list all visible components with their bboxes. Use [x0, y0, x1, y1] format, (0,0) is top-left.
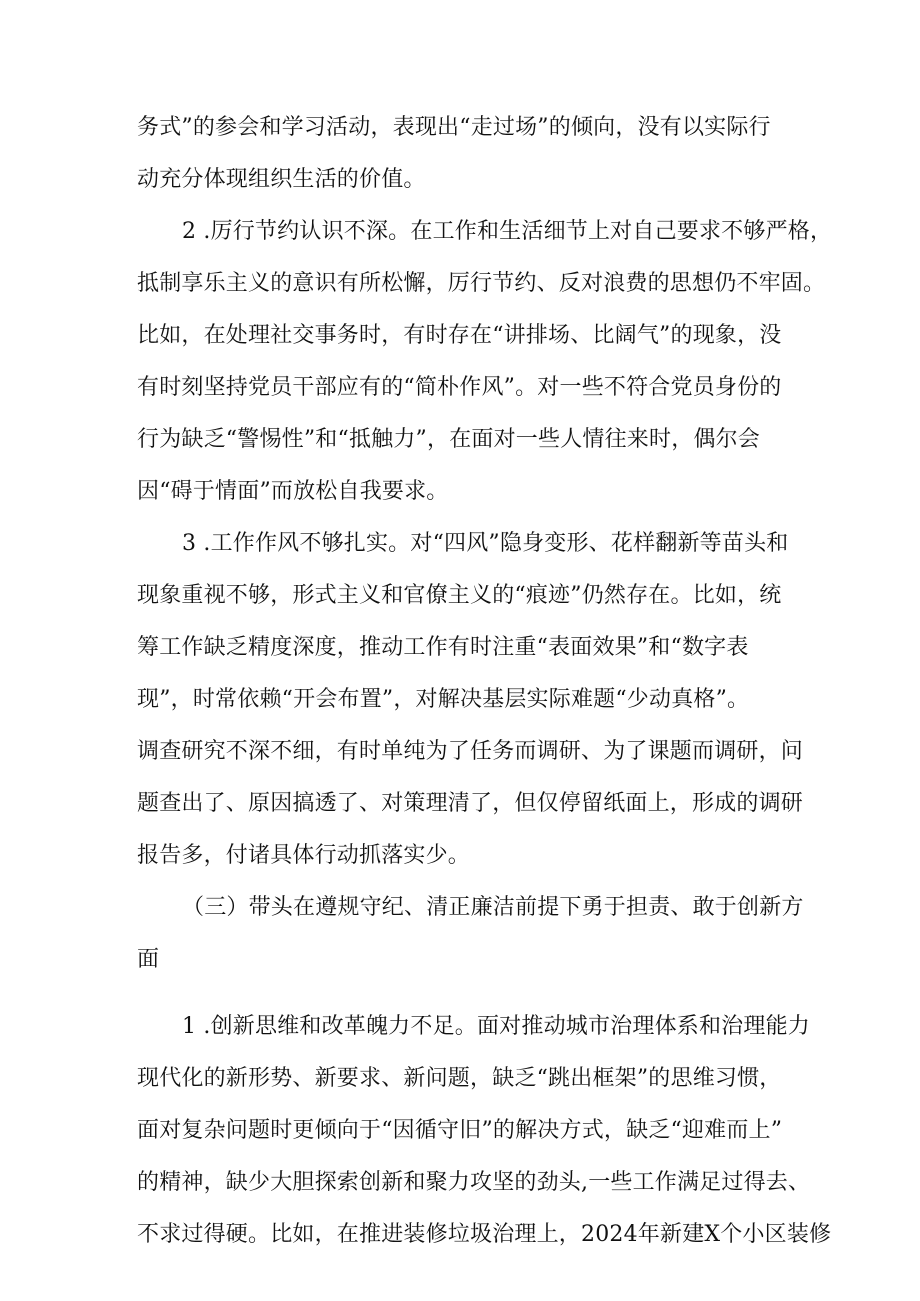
text-line-22: 不求过得硬。比如，在推进装修垃圾治理上，2024年新建X个小区装修	[137, 1222, 832, 1247]
section-heading-line-1: （三）带头在遵规守纪、清正廉洁前提下勇于担责、敢于创新方	[182, 895, 804, 920]
section-heading-line-2: 面	[137, 947, 160, 972]
text-line-14: 题查出了、原因搞透了、对策理清了，但仅停留纸面上，形成的调研	[137, 791, 804, 816]
text-line-3: 2 .厉行节约认识不深。在工作和生活细节上对自己要求不够严格，	[182, 219, 833, 244]
text-line-4: 抵制享乐主义的意识有所松懈，厉行节约、反对浪费的思想仍不牢固。	[137, 271, 826, 296]
text-line-19: 现代化的新形势、新要求、新问题，缺乏“跳出框架”的思维习惯，	[137, 1066, 782, 1091]
text-line-7: 行为缺乏“警惕性”和“抵触力”，在面对一些人情往来时，偶尔会	[137, 427, 760, 452]
text-line-8: 因“碍于情面”而放松自我要求。	[137, 479, 449, 504]
text-line-12: 现”，时常依赖“开会布置”，对解决基层实际难题“少动真格”。	[137, 687, 750, 712]
text-line-20: 面对复杂问题时更倾向于“因循守旧”的解决方式，缺乏“迎难而上”	[137, 1118, 783, 1143]
text-line-21: 的精神，缺少大胆探索创新和聚力攻坚的劲头,一些工作满足过得去、	[137, 1170, 811, 1195]
text-line-11: 筹工作缺乏精度深度，推动工作有时注重“表面效果”和“数字表	[137, 635, 749, 660]
text-line-2: 动充分体现组织生活的价值。	[137, 167, 426, 192]
text-line-1: 务式”的参会和学习活动，表现出“走过场”的倾向，没有以实际行	[137, 115, 771, 140]
text-line-15: 报告多，付诸具体行动抓落实少。	[137, 843, 471, 868]
text-line-13: 调查研究不深不细，有时单纯为了任务而调研、为了课题而调研，问	[137, 739, 804, 764]
text-line-5: 比如，在处理社交事务时，有时存在“讲排场、比阔气”的现象，没	[137, 323, 782, 348]
text-line-10: 现象重视不够，形式主义和官僚主义的“痕迹”仍然存在。比如，统	[137, 583, 782, 608]
text-line-9: 3 .工作作风不够扎实。对“四风”隐身变形、花样翻新等苗头和	[182, 531, 789, 556]
text-line-18: 1 .创新思维和改革魄力不足。面对推动城市治理体系和治理能力	[182, 1014, 810, 1039]
text-line-6: 有时刻坚持党员干部应有的“简朴作风”。对一些不符合党员身份的	[137, 375, 782, 400]
